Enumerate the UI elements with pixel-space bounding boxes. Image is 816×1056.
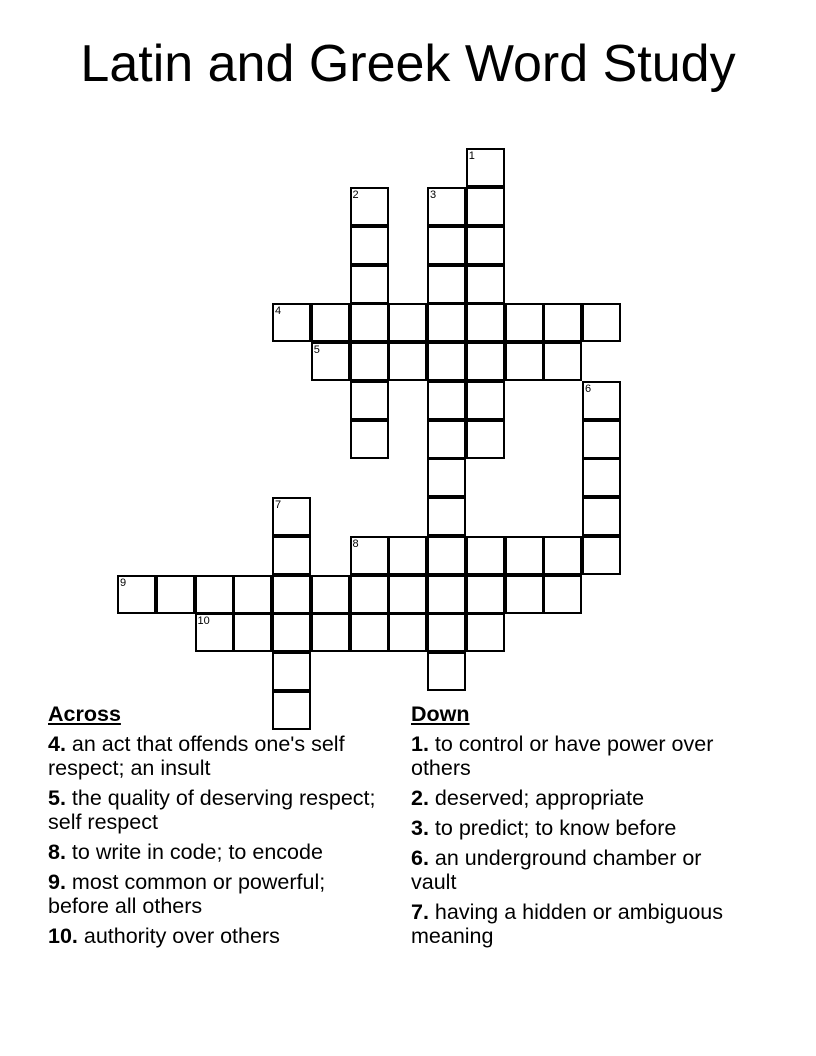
down-clue [411,816,751,840]
down-clue [411,732,751,780]
clue-number: 4. [48,732,66,756]
crossword-cell[interactable] [311,575,350,614]
crossword-cell[interactable] [543,575,582,614]
clue-number-label: 8 [352,537,359,550]
clue-number-label: 4 [275,305,282,318]
crossword-cell[interactable] [466,187,505,226]
crossword-cell[interactable] [311,342,350,381]
crossword-cell[interactable] [350,575,389,614]
crossword-cell[interactable] [466,226,505,265]
crossword-cell[interactable] [388,575,427,614]
down-clue [411,900,751,948]
clue-text: an underground chamber or vault [411,846,702,894]
crossword-cell[interactable] [505,342,544,381]
clue-number-label: 1 [468,150,475,163]
crossword-cell[interactable] [272,613,311,652]
crossword-cell[interactable] [427,536,466,575]
crossword-cell[interactable] [350,303,389,342]
clue-text: most common or powerful; before all others [48,870,326,918]
clue-text: to predict; to know before [428,816,677,840]
crossword-cell[interactable] [427,497,466,536]
clue-text: an act that offends one's self respect; an insult [48,732,345,780]
crossword-cell[interactable] [543,536,582,575]
crossword-cell[interactable] [466,575,505,614]
crossword-cell[interactable] [427,381,466,420]
clue-number: 5. [48,786,66,810]
crossword-cell[interactable] [350,187,389,226]
crossword-cell[interactable] [466,265,505,304]
crossword-cell[interactable] [311,613,350,652]
crossword-cell[interactable] [195,575,234,614]
crossword-cell[interactable] [466,303,505,342]
across-clue [48,840,388,864]
crossword-cell[interactable] [350,536,389,575]
clue-number: 1. [411,732,429,756]
crossword-cell[interactable] [466,536,505,575]
clue-text: the quality of deserving respect; self respect [48,786,376,834]
crossword-cell[interactable] [466,420,505,459]
crossword-cell[interactable] [582,420,621,459]
clue-number: 9. [48,870,66,894]
crossword-cell[interactable] [350,265,389,304]
crossword-cell[interactable] [505,303,544,342]
crossword-cell[interactable] [427,613,466,652]
across-clues [48,702,388,954]
crossword-cell[interactable] [272,536,311,575]
crossword-cell[interactable] [233,575,272,614]
clue-number: 10. [48,924,78,948]
crossword-cell[interactable] [388,342,427,381]
across-heading: Across [48,702,121,726]
crossword-cell[interactable] [117,575,156,614]
crossword-cell[interactable] [388,613,427,652]
clue-text: authority over others [77,924,280,948]
crossword-cell[interactable] [582,381,621,420]
crossword-cell[interactable] [582,536,621,575]
clue-number: 8. [48,840,66,864]
crossword-cell[interactable] [388,303,427,342]
crossword-cell[interactable] [505,575,544,614]
crossword-cell[interactable] [543,303,582,342]
crossword-cell[interactable] [350,420,389,459]
clue-number-label: 7 [275,499,282,511]
crossword-cell[interactable] [350,613,389,652]
crossword-cell[interactable] [195,613,234,652]
crossword-cell[interactable] [272,575,311,614]
crossword-cell[interactable] [156,575,195,614]
crossword-cell[interactable] [427,575,466,614]
down-heading: Down [411,702,470,726]
across-clue [48,786,388,834]
down-clue [411,846,751,894]
clue-number-label: 6 [585,382,592,395]
clue-number: 6. [411,846,429,870]
crossword-cell[interactable] [311,303,350,342]
crossword-cell[interactable] [543,342,582,381]
clue-number: 3. [411,816,429,840]
crossword-cell[interactable] [427,458,466,497]
clue-text: deserved; appropriate [428,786,645,810]
crossword-cell[interactable] [388,536,427,575]
clue-number: 7. [411,900,429,924]
crossword-cell[interactable] [505,536,544,575]
clue-text: to write in code; to encode [65,840,323,864]
crossword-cell[interactable] [427,303,466,342]
crossword-cell[interactable] [350,342,389,381]
crossword-cell[interactable] [427,226,466,265]
down-clues [411,702,751,954]
crossword-cell[interactable] [427,187,466,226]
crossword-cell[interactable] [466,381,505,420]
across-clue [48,870,388,918]
crossword-cell[interactable] [427,652,466,691]
crossword-cell[interactable] [272,497,311,536]
crossword-cell[interactable] [582,303,621,342]
crossword-cell[interactable] [466,613,505,652]
crossword-cell[interactable] [582,497,621,536]
across-clue [48,732,388,780]
crossword-cell[interactable] [427,342,466,381]
clue-number-label: 5 [313,344,320,356]
crossword-cell[interactable] [272,652,311,691]
clue-number-label: 9 [120,576,127,589]
across-clue [48,924,388,948]
crossword-cell[interactable] [350,381,389,420]
down-clue [411,786,751,810]
crossword-cell[interactable] [427,420,466,459]
crossword-cell[interactable] [427,265,466,304]
crossword-cell[interactable] [233,613,272,652]
crossword-cell[interactable] [466,148,505,187]
crossword-cell[interactable] [272,303,311,342]
clue-text: to control or have power over others [411,732,714,780]
clue-number-label: 10 [197,615,210,628]
crossword-cell[interactable] [350,226,389,265]
clue-text: having a hidden or ambiguous meaning [411,900,723,948]
crossword-cell[interactable] [466,342,505,381]
page-title: Latin and Greek Word Study [80,35,736,93]
clue-number-label: 3 [430,189,437,201]
clue-number-label: 2 [352,189,359,201]
crossword-cell[interactable] [582,458,621,497]
clue-number: 2. [411,786,429,810]
